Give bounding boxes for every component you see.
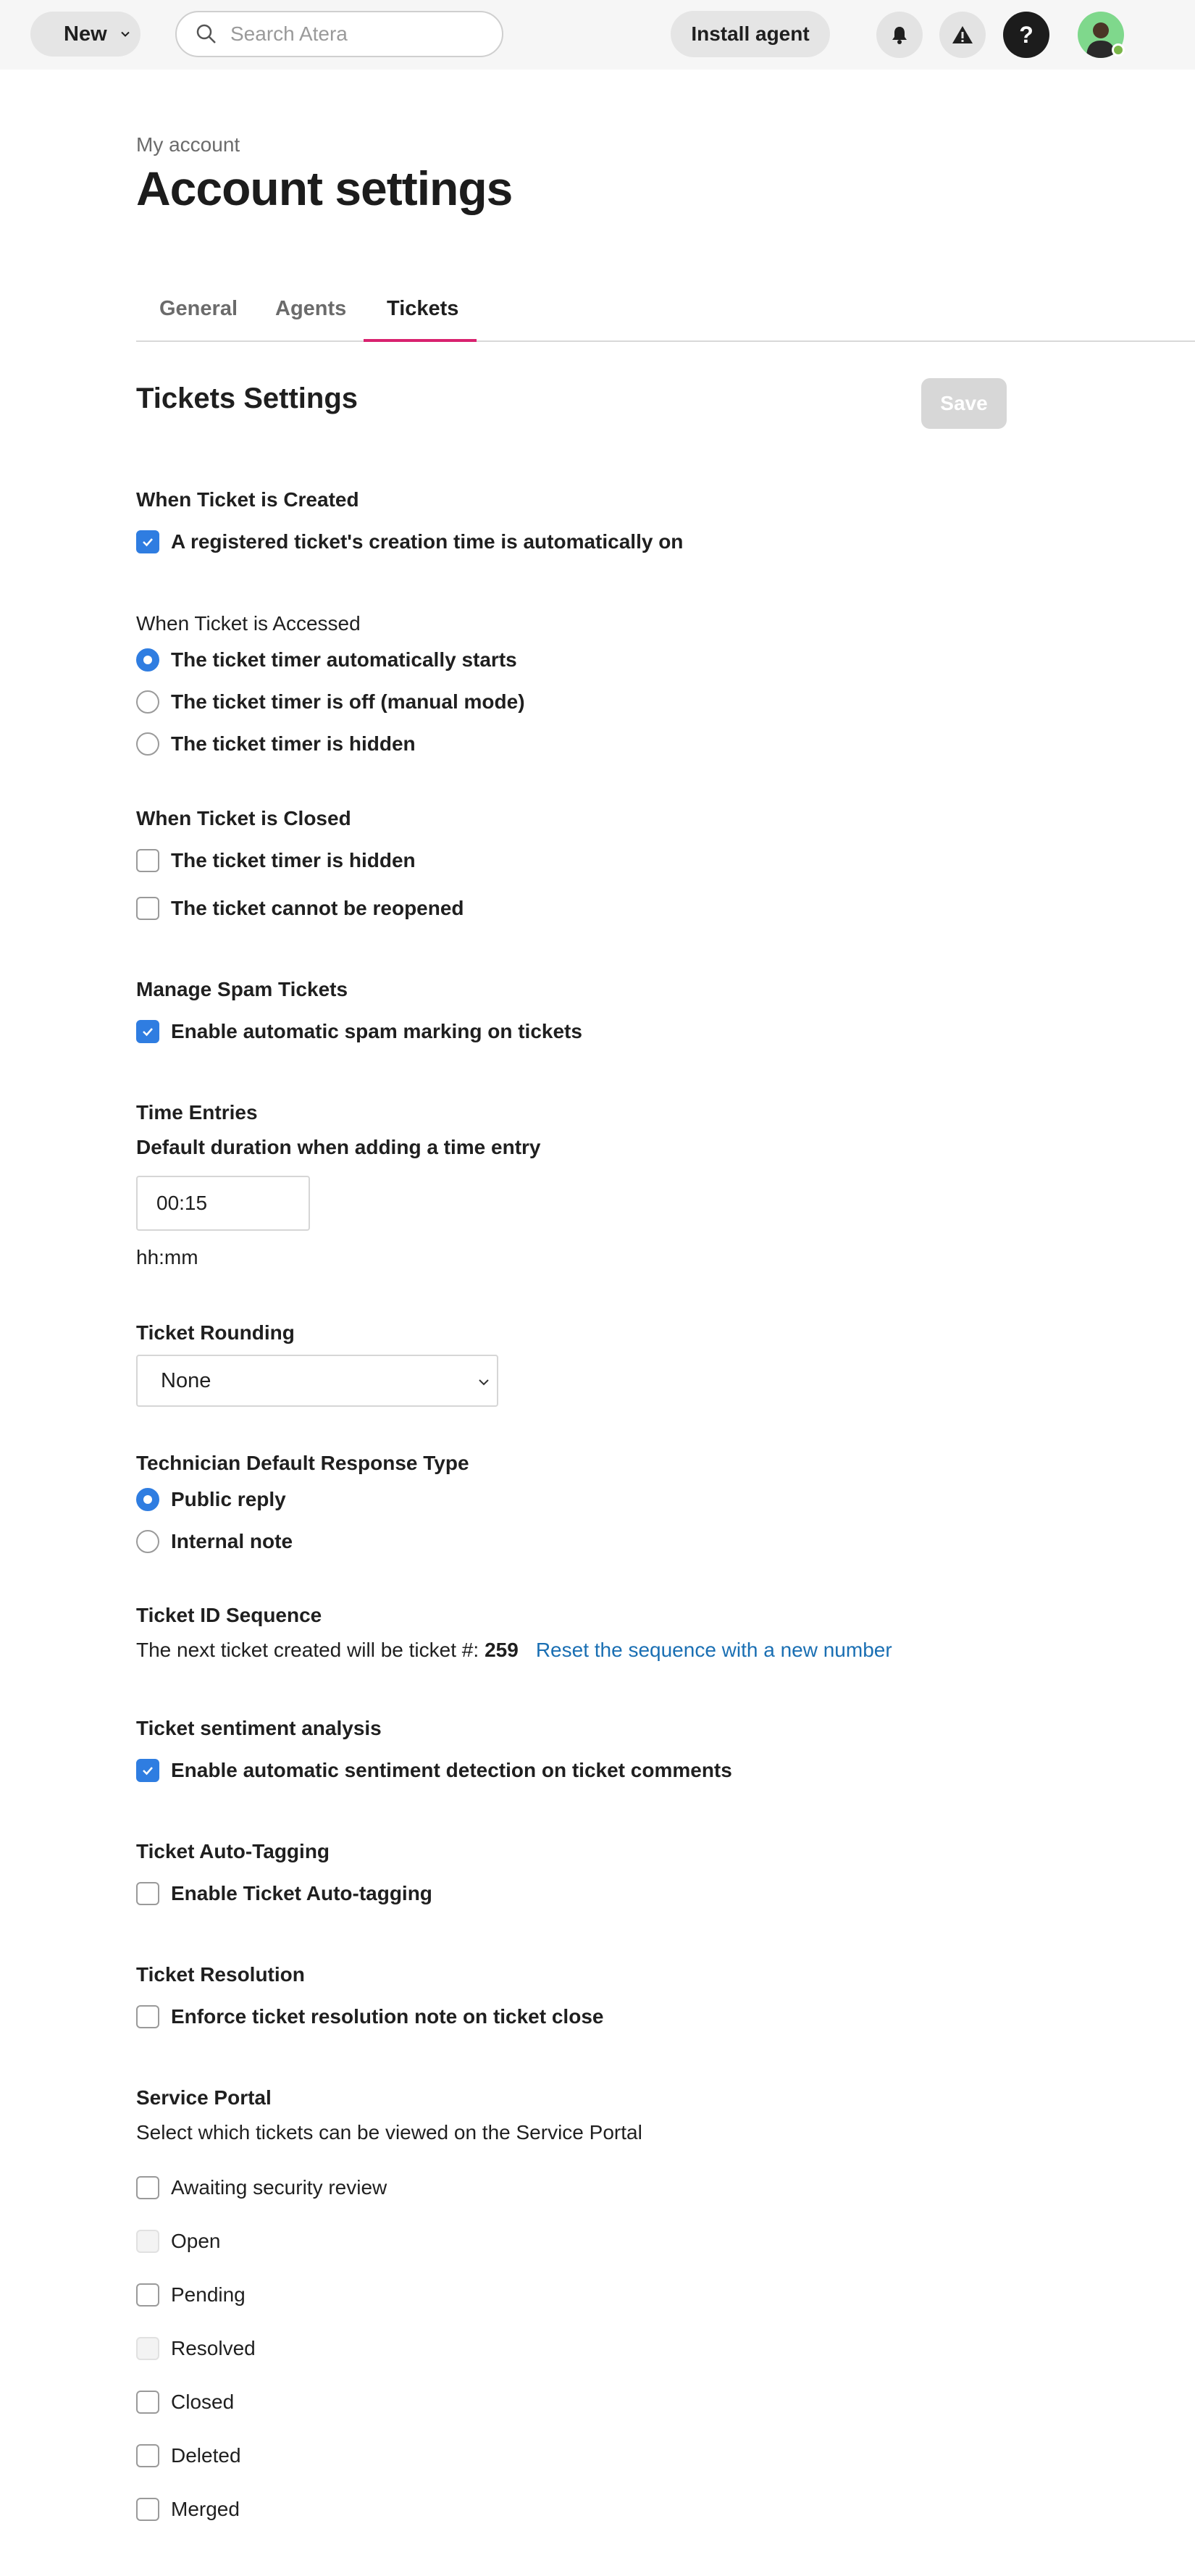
checkbox[interactable] — [136, 1882, 159, 1905]
breadcrumb[interactable]: My account — [136, 133, 240, 156]
portal-option-pending[interactable] — [136, 2280, 246, 2309]
tab-bar — [136, 275, 1195, 342]
option-label: The ticket timer is hidden — [171, 849, 416, 871]
section-title: Tickets Settings — [136, 382, 358, 414]
sentiment-option[interactable] — [136, 1756, 732, 1785]
online-status-dot — [1112, 43, 1125, 57]
accessed-option-1[interactable] — [136, 645, 517, 674]
duration-hint: hh:mm — [136, 1246, 198, 1268]
created-heading: When Ticket is Created — [136, 488, 359, 511]
help-button[interactable]: ? — [1003, 12, 1049, 58]
checkbox[interactable] — [136, 2391, 159, 2414]
top-bar — [0, 0, 1195, 70]
option-label: The ticket timer is off (manual mode) — [171, 690, 525, 713]
rounding-select[interactable] — [136, 1355, 498, 1407]
option-label: The ticket timer is hidden — [171, 732, 416, 755]
checkbox[interactable] — [136, 849, 159, 872]
auto-tagging-heading: Ticket Auto-Tagging — [136, 1840, 330, 1862]
accessed-option-2[interactable] — [136, 687, 525, 716]
radio-button[interactable] — [136, 690, 159, 714]
option-label: Awaiting security review — [171, 2176, 387, 2199]
sentiment-heading: Ticket sentiment analysis — [136, 1717, 382, 1739]
accessed-heading: When Ticket is Accessed — [136, 612, 361, 635]
portal-option-closed[interactable] — [136, 2388, 234, 2417]
portal-option-awaiting-security-review[interactable] — [136, 2173, 387, 2202]
created-option[interactable] — [136, 527, 683, 556]
option-label: Resolved — [171, 2337, 256, 2359]
bell-icon — [889, 24, 910, 46]
checkbox[interactable] — [136, 530, 159, 553]
option-label: Enforce ticket resolution note on ticket close — [171, 2005, 604, 2028]
rounding-selected-value: None — [161, 1368, 211, 1392]
option-label: Pending — [171, 2283, 246, 2306]
option-label: Enable Ticket Auto-tagging — [171, 1882, 432, 1904]
search-box[interactable] — [175, 11, 503, 57]
option-label: Deleted — [171, 2444, 241, 2467]
checkbox-disabled — [136, 2337, 159, 2360]
checkbox[interactable] — [136, 1759, 159, 1782]
reset-sequence-link[interactable]: Reset the sequence with a new number — [535, 1639, 892, 1661]
radio-button[interactable] — [136, 648, 159, 672]
next-ticket-number: 259 — [485, 1639, 519, 1661]
option-label: Enable automatic sentiment detection on ticket comments — [171, 1759, 732, 1781]
response-option-public[interactable] — [136, 1485, 286, 1514]
portal-option-resolved — [136, 2334, 256, 2363]
chevron-down-icon — [120, 29, 130, 39]
rounding-heading: Ticket Rounding — [136, 1321, 295, 1344]
checkbox[interactable] — [136, 897, 159, 920]
portal-option-open — [136, 2227, 221, 2256]
chevron-down-icon — [477, 1375, 491, 1389]
spam-option[interactable] — [136, 1017, 582, 1046]
portal-heading: Service Portal — [136, 2086, 272, 2109]
checkbox[interactable] — [136, 2283, 159, 2307]
new-button[interactable] — [30, 12, 141, 57]
option-label: The ticket timer automatically starts — [171, 648, 517, 671]
spam-heading: Manage Spam Tickets — [136, 978, 348, 1000]
closed-heading: When Ticket is Closed — [136, 807, 351, 829]
alerts-button[interactable] — [939, 12, 986, 58]
tab-general[interactable]: General — [159, 297, 238, 320]
portal-option-merged[interactable] — [136, 2495, 240, 2524]
resolution-option[interactable] — [136, 2002, 603, 2031]
option-label: The ticket cannot be reopened — [171, 897, 464, 919]
option-label: Internal note — [171, 1530, 293, 1552]
duration-input[interactable] — [136, 1176, 310, 1231]
check-icon — [141, 1763, 155, 1778]
warning-icon — [951, 24, 974, 46]
checkbox-disabled — [136, 2230, 159, 2253]
time-entries-sublabel: Default duration when adding a time entry — [136, 1136, 541, 1158]
radio-button[interactable] — [136, 1530, 159, 1553]
tab-tickets[interactable]: Tickets — [387, 297, 459, 320]
checkbox[interactable] — [136, 1020, 159, 1043]
checkbox[interactable] — [136, 2176, 159, 2199]
checkbox[interactable] — [136, 2498, 159, 2521]
new-button-label: New — [64, 22, 107, 46]
response-option-internal[interactable] — [136, 1527, 293, 1556]
check-icon — [141, 1024, 155, 1039]
time-entries-heading: Time Entries — [136, 1101, 258, 1124]
option-label: Closed — [171, 2391, 235, 2413]
search-input[interactable] — [230, 22, 491, 46]
resolution-heading: Ticket Resolution — [136, 1963, 305, 1986]
auto-tagging-option[interactable] — [136, 1879, 432, 1908]
portal-sublabel: Select which tickets can be viewed on the Service Portal — [136, 2121, 642, 2144]
id-sequence-text: The next ticket created will be ticket #: — [136, 1639, 479, 1661]
id-sequence-row — [136, 1639, 892, 1662]
check-icon — [141, 535, 155, 549]
closed-option-1[interactable] — [136, 846, 416, 875]
option-label: Open — [171, 2230, 221, 2252]
page-title: Account settings — [136, 162, 513, 215]
closed-option-2[interactable] — [136, 894, 464, 923]
save-button[interactable]: Save — [921, 378, 1007, 429]
search-icon — [196, 23, 217, 45]
portal-option-deleted[interactable] — [136, 2441, 241, 2470]
response-type-heading: Technician Default Response Type — [136, 1452, 469, 1474]
radio-button[interactable] — [136, 732, 159, 756]
option-label: A registered ticket's creation time is automatically on — [171, 530, 684, 553]
radio-button[interactable] — [136, 1488, 159, 1511]
accessed-option-3[interactable] — [136, 729, 416, 758]
option-label: Merged — [171, 2498, 240, 2520]
notifications-button[interactable] — [876, 12, 923, 58]
install-agent-button[interactable]: Install agent — [671, 11, 830, 57]
checkbox[interactable] — [136, 2005, 159, 2028]
option-label: Enable automatic spam marking on tickets — [171, 1020, 582, 1042]
tab-agents[interactable]: Agents — [275, 297, 347, 320]
active-tab-indicator — [364, 339, 477, 342]
option-label: Public reply — [171, 1488, 286, 1510]
checkbox[interactable] — [136, 2444, 159, 2467]
id-sequence-heading: Ticket ID Sequence — [136, 1604, 322, 1626]
